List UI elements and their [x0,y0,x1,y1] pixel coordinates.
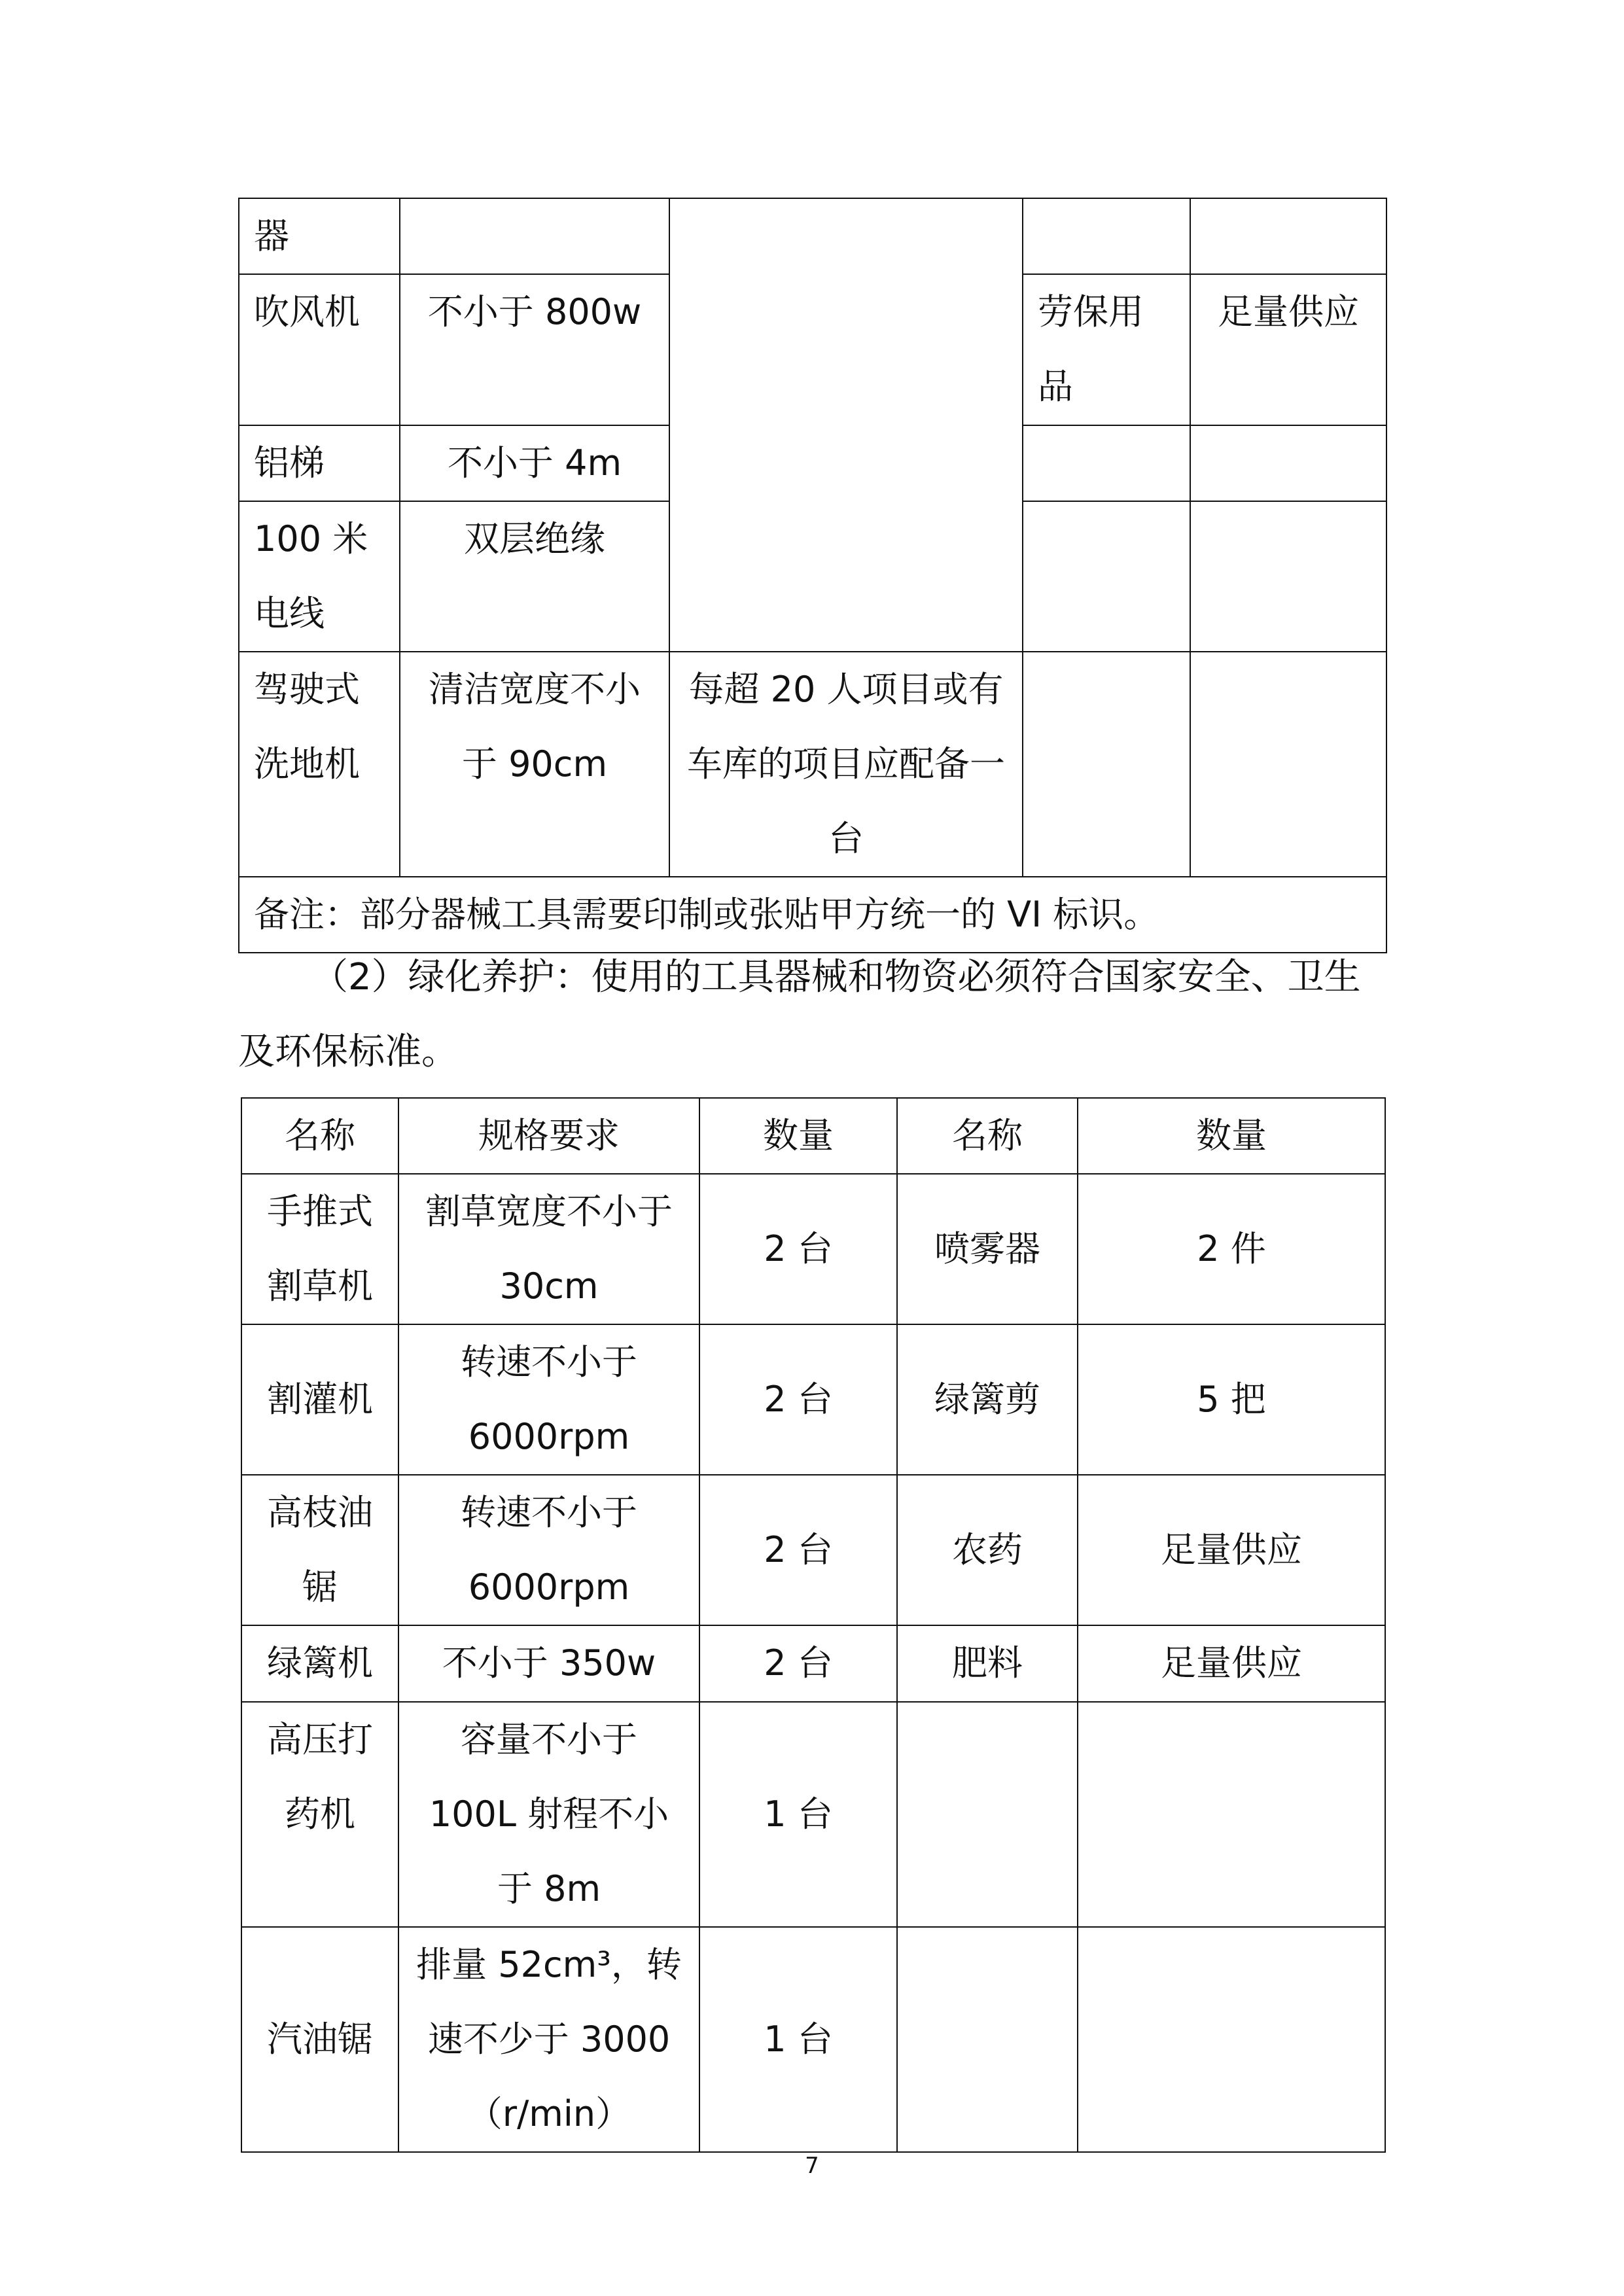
table-cell: 绿篱剪 [897,1324,1078,1475]
table-cell: 清洁宽度不小于 90cm [400,652,669,877]
remark-cell: 备注：部分器械工具需要印制或张贴甲方统一的 VI 标识。 [239,877,1386,953]
table-cell [897,1927,1078,2152]
table-row [241,1324,1385,1475]
table-cell [1190,501,1386,652]
table-cell [1078,1702,1385,1927]
table-cell: 劳保用品 [1023,274,1190,425]
table-cell: 不小于 4m [400,425,669,501]
table-cell: 吹风机 [239,274,400,425]
greening-tools-table [241,1097,1386,2153]
table-cell: 喷雾器 [897,1174,1078,1324]
table-cell: 2 件 [1078,1174,1385,1324]
table-cell: 转速不小于 6000rpm [398,1324,699,1475]
table-cell [669,198,1023,652]
table-cell [1190,652,1386,877]
table-cell: 肥料 [897,1625,1078,1702]
table-row [241,1927,1385,2152]
table-cell: 双层绝缘 [400,501,669,652]
table-cell: 足量供应 [1190,274,1386,425]
table-cell: 手推式割草机 [241,1174,398,1324]
table-cell: 绿篱机 [241,1625,398,1702]
table-cell [897,1702,1078,1927]
column-header: 数量 [699,1098,897,1174]
table-cell: 2 台 [699,1625,897,1702]
table-cell: 1 台 [699,1702,897,1927]
table-cell: 2 台 [699,1324,897,1475]
table-row [239,652,1386,877]
table-cell: 割灌机 [241,1324,398,1475]
table-cell: 足量供应 [1078,1625,1385,1702]
tools-table-continued [238,198,1387,953]
table-cell [400,198,669,274]
table-cell: 不小于 800w [400,274,669,425]
section-paragraph: （2）绿化养护：使用的工具器械和物资必须符合国家安全、卫生及环保标准。 [238,956,1361,1073]
table-cell [1190,425,1386,501]
table-cell [1023,501,1190,652]
table-cell: 铝梯 [239,425,400,501]
table-cell: 排量 52cm³，转速不少于 3000（r/min） [398,1927,699,2152]
table-cell: 驾驶式洗地机 [239,652,400,877]
table-cell: 汽油锯 [241,1927,398,2152]
table-cell: 2 台 [699,1475,897,1625]
table-cell: 1 台 [699,1927,897,2152]
table-cell: 器 [239,198,400,274]
table-cell: 足量供应 [1078,1475,1385,1625]
table-header-row [241,1098,1385,1174]
table-cell [1190,198,1386,274]
column-header: 数量 [1078,1098,1385,1174]
table-cell: 农药 [897,1475,1078,1625]
page-number: 7 [805,2153,819,2179]
table-cell: 5 把 [1078,1324,1385,1475]
column-header: 名称 [241,1098,398,1174]
table-row [241,1702,1385,1927]
table-cell: 每超 20 人项目或有车库的项目应配备一台 [669,652,1023,877]
table-cell: 高枝油锯 [241,1475,398,1625]
table-cell: 割草宽度不小于 30cm [398,1174,699,1324]
table-cell [1023,198,1190,274]
table-row [239,198,1386,274]
table-cell: 不小于 350w [398,1625,699,1702]
table-cell [1023,652,1190,877]
table-cell: 高压打药机 [241,1702,398,1927]
table-row [241,1475,1385,1625]
table-cell: 2 台 [699,1174,897,1324]
column-header: 规格要求 [398,1098,699,1174]
column-header: 名称 [897,1098,1078,1174]
table-cell [1078,1927,1385,2152]
table-cell: 转速不小于 6000rpm [398,1475,699,1625]
table-cell: 100 米电线 [239,501,400,652]
table-cell: 容量不小于 100L 射程不小于 8m [398,1702,699,1927]
table-cell [1023,425,1190,501]
table-row [241,1174,1385,1324]
table-row [241,1625,1385,1702]
